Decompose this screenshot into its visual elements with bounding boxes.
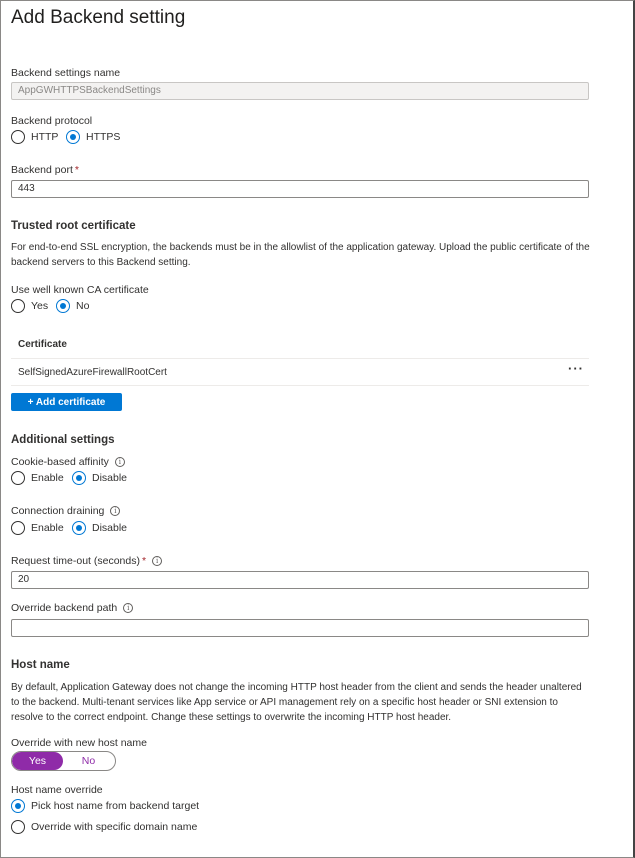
radio-indicator <box>11 299 25 313</box>
well-known-no-radio[interactable] <box>56 299 89 313</box>
radio-label: HTTPS <box>86 131 121 143</box>
radio-indicator <box>72 521 86 535</box>
radio-label: No <box>76 300 90 312</box>
certificate-column-header: Certificate <box>18 339 67 350</box>
page-title: Add Backend setting <box>11 7 186 28</box>
more-horizontal-icon[interactable]: ··· <box>568 361 584 376</box>
radio-label: Disable <box>92 522 128 534</box>
table-divider <box>11 385 589 386</box>
settings-name-input[interactable]: AppGWHTTPSBackendSettings <box>11 82 589 100</box>
radio-label: Disable <box>92 472 128 484</box>
override-path-input[interactable] <box>11 619 589 637</box>
additional-settings-heading: Additional settings <box>11 434 115 446</box>
radio-label: Pick host name from backend target <box>31 800 200 812</box>
timeout-input[interactable]: 20 <box>11 571 589 589</box>
info-icon[interactable]: i <box>115 457 125 467</box>
override-path-label <box>11 602 133 614</box>
cookie-affinity-label <box>11 456 125 468</box>
info-icon[interactable]: i <box>110 506 120 516</box>
radio-indicator <box>56 299 70 313</box>
host-override-domain-radio[interactable] <box>11 820 197 834</box>
toggle-yes[interactable]: Yes <box>12 752 63 770</box>
radio-label: Enable <box>31 522 64 534</box>
radio-indicator <box>11 521 25 535</box>
radio-indicator <box>11 799 25 813</box>
radio-label: Yes <box>31 300 49 312</box>
add-certificate-button[interactable]: + Add certificate <box>11 393 122 411</box>
protocol-http-radio[interactable] <box>11 130 58 144</box>
cookie-enable-radio[interactable] <box>11 471 64 485</box>
required-mark: * <box>74 164 79 176</box>
radio-indicator <box>72 471 86 485</box>
override-path-text: Override backend path <box>11 602 118 614</box>
override-host-toggle[interactable] <box>11 751 116 771</box>
radio-indicator <box>11 130 25 144</box>
well-known-ca-label: Use well known CA certificate <box>11 284 149 296</box>
radio-indicator <box>11 471 25 485</box>
timeout-label <box>11 555 162 567</box>
trusted-root-heading: Trusted root certificate <box>11 220 136 232</box>
radio-indicator <box>66 130 80 144</box>
info-icon[interactable]: i <box>152 556 162 566</box>
toggle-no[interactable]: No <box>81 755 96 767</box>
table-divider <box>11 358 589 359</box>
certificate-row-name: SelfSignedAzureFirewallRootCert <box>18 367 167 378</box>
radio-label: HTTP <box>31 131 59 143</box>
connection-draining-label <box>11 505 120 517</box>
host-name-heading: Host name <box>11 659 70 671</box>
port-input[interactable]: 443 <box>11 180 589 198</box>
port-label <box>11 164 79 176</box>
trusted-root-description: For end-to-end SSL encryption, the backends must be in the allowlist of the application gateway. Upload the public certificate of the backend servers to this Backend setting. <box>11 242 590 268</box>
draining-enable-radio[interactable] <box>11 521 64 535</box>
required-mark: * <box>141 555 147 567</box>
host-pick-backend-radio[interactable] <box>11 799 199 813</box>
radio-label: Enable <box>31 472 64 484</box>
connection-draining-text: Connection draining <box>11 505 105 517</box>
radio-indicator <box>11 820 25 834</box>
port-label-text: Backend port <box>11 164 73 176</box>
protocol-https-radio[interactable] <box>66 130 120 144</box>
host-name-description: By default, Application Gateway does not change the incoming HTTP host header from the client and sends the header unaltered to the backend. Multi-tenant services like App service or API management rely on a specific host header or SNI extension to resolve to the correct endpoint. Change these settings to overwrite the incoming HTTP host header. <box>11 682 582 723</box>
protocol-label: Backend protocol <box>11 115 93 127</box>
timeout-label-text: Request time-out (seconds) <box>11 555 140 567</box>
settings-name-label: Backend settings name <box>11 67 121 79</box>
info-icon[interactable]: i <box>123 603 133 613</box>
host-override-label: Host name override <box>11 784 103 796</box>
well-known-yes-radio[interactable] <box>11 299 48 313</box>
cookie-affinity-text: Cookie-based affinity <box>11 456 109 468</box>
override-host-label: Override with new host name <box>11 737 147 749</box>
draining-disable-radio[interactable] <box>72 521 127 535</box>
radio-label: Override with specific domain name <box>31 821 198 833</box>
cookie-disable-radio[interactable] <box>72 471 127 485</box>
